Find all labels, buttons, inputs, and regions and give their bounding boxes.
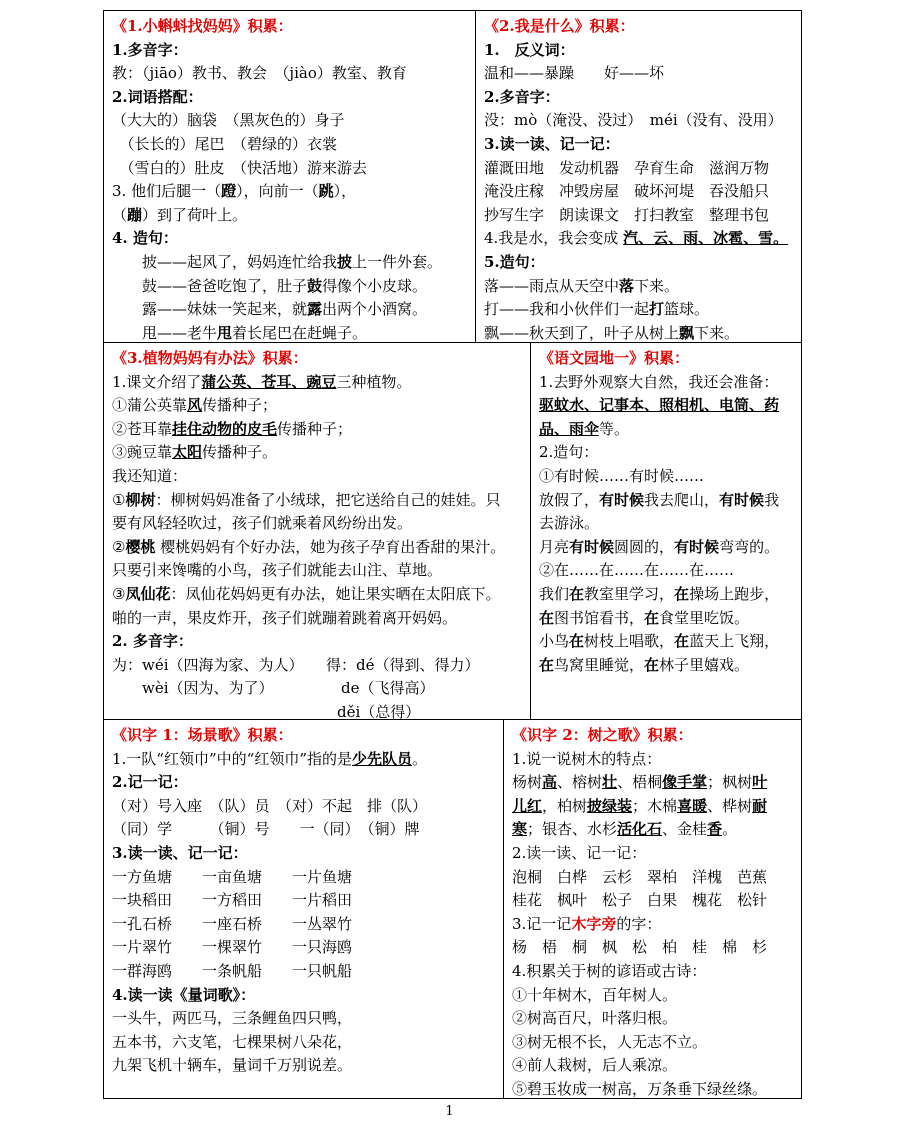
text-segment: 1.课文介绍了	[112, 372, 202, 391]
text-segment: （	[112, 205, 128, 224]
text-segment: 披——起风了，妈妈连忙给我	[112, 252, 338, 271]
emphasis-text: 凤仙花	[125, 584, 171, 603]
text-segment: 打——我和小伙伴们一起	[484, 300, 650, 319]
text-segment: ），	[333, 182, 357, 201]
text-line	[512, 960, 793, 984]
text-line	[112, 583, 522, 607]
text-segment: 樱桃妈妈有个好办法，她为孩子孕育出香甜的果汁。	[155, 537, 506, 556]
page-number: 1	[445, 1104, 454, 1119]
text-segment: 篮球。	[664, 300, 710, 319]
text-line	[112, 654, 522, 678]
emphasis-text: 3.读一读、记一记：	[484, 134, 620, 153]
text-segment: 3.记一记	[512, 914, 572, 933]
text-segment: ：凤仙花妈妈更有办法，她让果实晒在太阳底下。	[170, 584, 501, 603]
text-segment: 圆圆的，	[614, 537, 675, 556]
section-title: 《3.植物妈妈有办法》积累：	[112, 349, 308, 367]
emphasis-text: 儿红	[512, 796, 543, 815]
emphasis-text: 2.记一记：	[112, 773, 188, 792]
text-line	[112, 866, 495, 890]
emphasis-text: 有时候	[569, 537, 615, 556]
text-line	[112, 1031, 495, 1055]
text-line	[512, 771, 793, 795]
text-segment: 下来。	[694, 323, 740, 342]
emphasis-text: 蒲公英、苍耳、豌豆	[201, 372, 337, 391]
text-segment: ），向前一（	[236, 182, 319, 201]
text-segment: 桂花 枫叶 松子 白果 槐花 松针	[512, 891, 768, 910]
emphasis-text: 在	[569, 632, 585, 651]
text-segment: 4.我是水，我会变成	[484, 229, 624, 248]
emphasis-text: 落	[619, 276, 635, 295]
emphasis-text: 1. 反义词：	[484, 40, 575, 59]
text-segment: 只要引来馋嘴的小鸟，孩子们就能去山注、草地。	[112, 561, 443, 580]
text-segment: ②在……在……在……在……	[539, 561, 735, 580]
text-segment: ①蒲公英靠	[112, 396, 188, 415]
text-segment: 、梧桐	[617, 773, 663, 792]
emphasis-text: 在	[674, 632, 690, 651]
text-segment: 一块稻田 一方稻田 一片稻田	[112, 891, 353, 910]
text-line	[539, 394, 793, 418]
text-line	[539, 559, 793, 583]
text-line	[112, 322, 467, 343]
text-segment: 小鸟	[539, 632, 570, 651]
text-line	[112, 536, 522, 560]
text-segment: 一群海鸥 一条帆船 一只帆船	[112, 961, 353, 980]
text-line	[112, 889, 495, 913]
text-line	[112, 559, 522, 583]
text-segment: 图书馆看书，	[554, 608, 645, 627]
emphasis-text: 4. 造句：	[112, 229, 178, 248]
emphasis-text: 有时候	[674, 537, 720, 556]
text-segment: 。	[722, 820, 738, 839]
text-line	[484, 133, 793, 157]
emphasis-text: 3.读一读、记一记：	[112, 843, 248, 862]
text-line	[112, 842, 495, 866]
text-line	[112, 630, 522, 654]
emphasis-text: 跳	[318, 182, 334, 201]
text-line	[484, 62, 793, 86]
text-segment: 杨 梧 桐 枫 松 柏 桂 棉 杉	[512, 938, 768, 957]
text-segment: ⑤碧玉妆成一树高，万条垂下绿丝绦。	[512, 1079, 768, 1098]
text-line	[112, 39, 467, 63]
emphasis-text: 汽、云、雨、冰雹、雪。	[623, 229, 789, 248]
text-line	[484, 251, 793, 275]
emphasis-text: 驱蚊水、记事本、照相机、电筒、药	[539, 396, 780, 415]
text-line	[112, 936, 495, 960]
text-line	[539, 441, 793, 465]
text-segment: 我	[764, 490, 780, 509]
emphasis-text: 少先队员	[352, 749, 413, 768]
text-segment: 温和——暴躁 好——坏	[484, 64, 665, 83]
text-line	[112, 157, 467, 181]
text-line	[539, 465, 793, 489]
text-segment: 1.去野外观察大自然，我还会准备：	[539, 372, 779, 391]
text-line	[484, 39, 793, 63]
text-segment: wèi（因为、为了） de（飞得高）	[112, 679, 435, 698]
section-title: 《识字 2：树之歌》积累：	[512, 726, 693, 744]
text-segment: 2.读一读、记一记：	[512, 843, 647, 862]
text-line	[512, 1054, 793, 1078]
text-line	[112, 607, 522, 631]
emphasis-text: 飘	[679, 323, 695, 342]
text-line	[539, 371, 793, 395]
text-line	[484, 109, 793, 133]
emphasis-text: 耐	[752, 796, 768, 815]
text-line	[112, 275, 467, 299]
text-line	[484, 275, 793, 299]
emphasis-text: 在	[569, 584, 585, 603]
text-line	[112, 771, 495, 795]
text-line	[484, 204, 793, 228]
text-segment: 三种植物。	[336, 372, 412, 391]
text-segment: ②树高百尺，叶落归根。	[512, 1009, 678, 1028]
emphasis-text: 在	[644, 655, 660, 674]
text-line	[112, 371, 522, 395]
text-segment: ③	[112, 584, 126, 603]
text-segment: 甩——老牛	[112, 323, 218, 342]
text-segment: 要有风轻轻吹过，孩子们就乘着风纷纷出发。	[112, 514, 413, 533]
text-segment: （大大的）脑袋 （黑灰色的）身子	[112, 111, 345, 130]
text-line	[112, 180, 467, 204]
text-segment: 我们	[539, 584, 570, 603]
text-line	[512, 889, 793, 913]
text-line	[539, 607, 793, 631]
text-line	[112, 913, 495, 937]
text-segment: 一片翠竹 一棵翠竹 一只海鸥	[112, 938, 353, 957]
text-line	[112, 1054, 495, 1078]
text-line	[512, 818, 793, 842]
emphasis-text: 活化石	[617, 820, 663, 839]
text-line	[539, 630, 793, 654]
text-segment: 一方鱼塘 一亩鱼塘 一片鱼塘	[112, 867, 353, 886]
text-line	[112, 1007, 495, 1031]
text-segment: 。	[412, 749, 428, 768]
text-line	[112, 418, 522, 442]
section-title: 《语文园地一》积累：	[539, 349, 690, 367]
text-segment: 我去爬山，	[644, 490, 720, 509]
text-line	[112, 298, 467, 322]
text-line	[112, 795, 495, 819]
text-segment: ③树无根不长，人无志不立。	[512, 1032, 708, 1051]
text-segment: 抄写生字 朗读课文 打扫教室 整理书包	[484, 205, 770, 224]
text-segment: ；银杏、水杉	[527, 820, 618, 839]
text-segment: ，柏树	[542, 796, 588, 815]
text-segment: 我还知道：	[112, 466, 188, 485]
text-segment: 弯弯的。	[719, 537, 780, 556]
text-segment: 鼓——爸爸吃饱了，肚子	[112, 276, 308, 295]
emphasis-text: 在	[539, 608, 555, 627]
section-tree-song	[503, 719, 802, 1099]
text-segment: （雪白的）肚皮 （快活地）游来游去	[112, 158, 368, 177]
text-segment: 的字：	[616, 914, 662, 933]
section-title: 《2.我是什么》积累：	[484, 17, 635, 35]
emphasis-text: 2. 多音字：	[112, 632, 193, 651]
text-segment: 下来。	[634, 276, 680, 295]
text-line	[112, 86, 467, 110]
emphasis-text: 2.词语搭配：	[112, 87, 203, 106]
text-segment: 一孔石桥 一座石桥 一丛翠竹	[112, 914, 353, 933]
emphasis-text: 1.多音字：	[112, 40, 188, 59]
emphasis-text: 太阳	[172, 443, 203, 462]
text-segment: 上一件外套。	[352, 252, 443, 271]
emphasis-text: 在	[539, 655, 555, 674]
section-what-am-i	[475, 10, 802, 343]
emphasis-text: 像手掌	[662, 773, 708, 792]
text-segment: 、金桂	[662, 820, 708, 839]
text-segment: 得像个小皮球。	[322, 276, 428, 295]
text-line	[539, 512, 793, 536]
emphasis-text: 4.读一读《量词歌》：	[112, 985, 256, 1004]
text-segment: 传播种子；	[277, 419, 353, 438]
text-segment: ；枫树	[707, 773, 753, 792]
emphasis-text: 蹦	[127, 205, 143, 224]
text-line	[512, 1078, 793, 1099]
text-segment: 出两个小酒窝。	[322, 300, 428, 319]
text-segment: 去游泳。	[539, 514, 600, 533]
text-segment: 树枝上唱歌，	[584, 632, 675, 651]
text-segment: 2.造句：	[539, 443, 599, 462]
text-segment: （长长的）尾巴 （碧绿的）衣裳	[112, 134, 338, 153]
text-segment: 1.说一说树木的特点：	[512, 749, 662, 768]
section-title: 《识字 1：场景歌》积累：	[112, 726, 293, 744]
text-line	[112, 133, 467, 157]
emphasis-text: 有时候	[599, 490, 645, 509]
emphasis-text: 蹬	[221, 182, 237, 201]
emphasis-text: 寒	[512, 820, 528, 839]
emphasis-text: 香	[707, 820, 723, 839]
text-segment: 操场上跑步，	[689, 584, 780, 603]
text-line	[512, 1007, 793, 1031]
text-line	[484, 157, 793, 181]
text-line	[112, 818, 495, 842]
text-segment: 灌溉田地 发动机器 孕育生命 滋润万物	[484, 158, 770, 177]
emphasis-text: 打	[649, 300, 665, 319]
emphasis-text: 在	[644, 608, 660, 627]
text-line	[512, 842, 793, 866]
emphasis-text: 高	[542, 773, 558, 792]
text-segment: 飘——秋天到了，叶子从树上	[484, 323, 680, 342]
text-segment: ①	[112, 490, 126, 509]
text-segment: 月亮	[539, 537, 570, 556]
emphasis-text: 品、雨伞	[539, 419, 600, 438]
text-line	[512, 913, 793, 937]
text-line	[112, 394, 522, 418]
text-segment: 五本书，六支笔，七棵果树八朵花，	[112, 1032, 353, 1051]
emphasis-text: 樱桃	[125, 537, 156, 556]
text-segment: 4.积累关于树的谚语或古诗：	[512, 961, 707, 980]
text-segment: 等。	[599, 419, 630, 438]
text-line	[512, 748, 793, 772]
text-segment: ；木棉	[632, 796, 678, 815]
text-line	[112, 677, 522, 701]
text-segment: ①十年树木，百年树人。	[512, 985, 678, 1004]
text-line	[512, 936, 793, 960]
emphasis-text: 鼓	[307, 276, 323, 295]
text-line	[112, 204, 467, 228]
text-line	[112, 109, 467, 133]
text-line	[539, 583, 793, 607]
text-line	[112, 465, 522, 489]
text-segment: 九架飞机十辆车，量词千万别说差。	[112, 1056, 353, 1075]
emphasis-text: 披绿装	[587, 796, 633, 815]
text-segment: 鸟窝里睡觉，	[554, 655, 645, 674]
text-line	[112, 62, 467, 86]
text-segment: 泡桐 白桦 云杉 翠柏 洋槐 芭蕉	[512, 867, 768, 886]
text-segment: 蓝天上飞翔，	[689, 632, 780, 651]
emphasis-text: 在	[674, 584, 690, 603]
text-segment: 教：（jiāo）教书、教会 （jiào）教室、教育	[112, 64, 407, 83]
text-line	[112, 960, 495, 984]
text-segment: ③豌豆靠	[112, 443, 173, 462]
text-segment: ④前人栽树，后人乘凉。	[512, 1056, 678, 1075]
text-line	[539, 536, 793, 560]
text-line	[539, 489, 793, 513]
text-segment: 露——妹妹一笑起来，就	[112, 300, 308, 319]
text-segment: 落——雨点从天空中	[484, 276, 620, 295]
emphasis-text: 风	[187, 396, 203, 415]
emphasis-text: 柳树	[125, 490, 156, 509]
section-title: 《1.小蝌蚪找妈妈》积累：	[112, 17, 293, 35]
text-line	[484, 322, 793, 343]
text-segment: 为：wéi（四海为家、为人） 得：dé（得到、得力）	[112, 655, 480, 674]
text-segment: ②	[112, 537, 126, 556]
text-segment: 杨树	[512, 773, 543, 792]
text-line	[112, 984, 495, 1008]
section-plant-mothers	[103, 342, 531, 720]
text-line	[112, 701, 522, 720]
emphasis-text: 喜暖	[677, 796, 708, 815]
text-segment: ）到了荷叶上。	[142, 205, 248, 224]
emphasis-text: 披	[337, 252, 353, 271]
emphasis-text: 挂住动物的皮毛	[172, 419, 278, 438]
text-segment: 一头牛，两匹马，三条鲤鱼四只鸭，	[112, 1009, 353, 1028]
text-line	[112, 748, 495, 772]
text-segment: 教室里学习，	[584, 584, 675, 603]
text-line	[484, 180, 793, 204]
text-segment: 食堂里吃饭。	[659, 608, 750, 627]
text-line	[539, 418, 793, 442]
text-line	[484, 298, 793, 322]
text-line	[512, 795, 793, 819]
text-segment: 没：mò（淹没、没过） méi（没有、没用）	[484, 111, 783, 130]
emphasis-text: 叶	[752, 773, 768, 792]
text-segment: 淹没庄稼 冲毁房屋 破坏河堤 吞没船只	[484, 182, 770, 201]
text-segment: ：柳树妈妈准备了小绒球，把它送给自己的娃娃。只	[155, 490, 501, 509]
text-segment: （对）号入座 （队）员 （对）不起 排（队）	[112, 796, 428, 815]
section-scene-song	[103, 719, 504, 1099]
text-segment: 放假了，	[539, 490, 600, 509]
text-segment: 林子里嬉戏。	[659, 655, 750, 674]
emphasis-text: 木字旁	[571, 914, 617, 933]
text-line	[112, 441, 522, 465]
text-segment: 1.一队“红领巾”中的“红领巾”指的是	[112, 749, 352, 768]
text-line	[512, 984, 793, 1008]
text-line	[112, 512, 522, 536]
text-line	[512, 1031, 793, 1055]
emphasis-text: 壮	[602, 773, 618, 792]
text-line	[112, 251, 467, 275]
text-segment: ①有时候……有时候……	[539, 466, 705, 485]
text-segment: 啪的一声，果皮炸开，孩子们就蹦着跳着离开妈妈。	[112, 608, 458, 627]
text-line	[539, 654, 793, 678]
section-tadpole	[103, 10, 476, 343]
text-line	[112, 227, 467, 251]
text-segment: děi（总得）	[112, 702, 421, 720]
text-segment: ②苍耳靠	[112, 419, 173, 438]
text-line	[512, 866, 793, 890]
text-line	[484, 86, 793, 110]
text-segment: （同）学 （铜）号 一（同） （铜）牌	[112, 820, 420, 839]
emphasis-text: 2.多音字：	[484, 87, 560, 106]
emphasis-text: 露	[307, 300, 323, 319]
text-segment: 、桦树	[707, 796, 753, 815]
text-line	[112, 489, 522, 513]
text-segment: 传播种子。	[202, 443, 278, 462]
text-line	[484, 227, 793, 251]
emphasis-text: 有时候	[719, 490, 765, 509]
emphasis-text: 5.造句：	[484, 252, 545, 271]
text-segment: 着长尾巴在赶蝇子。	[232, 323, 368, 342]
text-segment: 、榕树	[557, 773, 603, 792]
section-language-garden-one	[530, 342, 802, 720]
emphasis-text: 甩	[217, 323, 233, 342]
text-segment: 3. 他们后腿一（	[112, 182, 222, 201]
text-segment: 传播种子；	[202, 396, 278, 415]
